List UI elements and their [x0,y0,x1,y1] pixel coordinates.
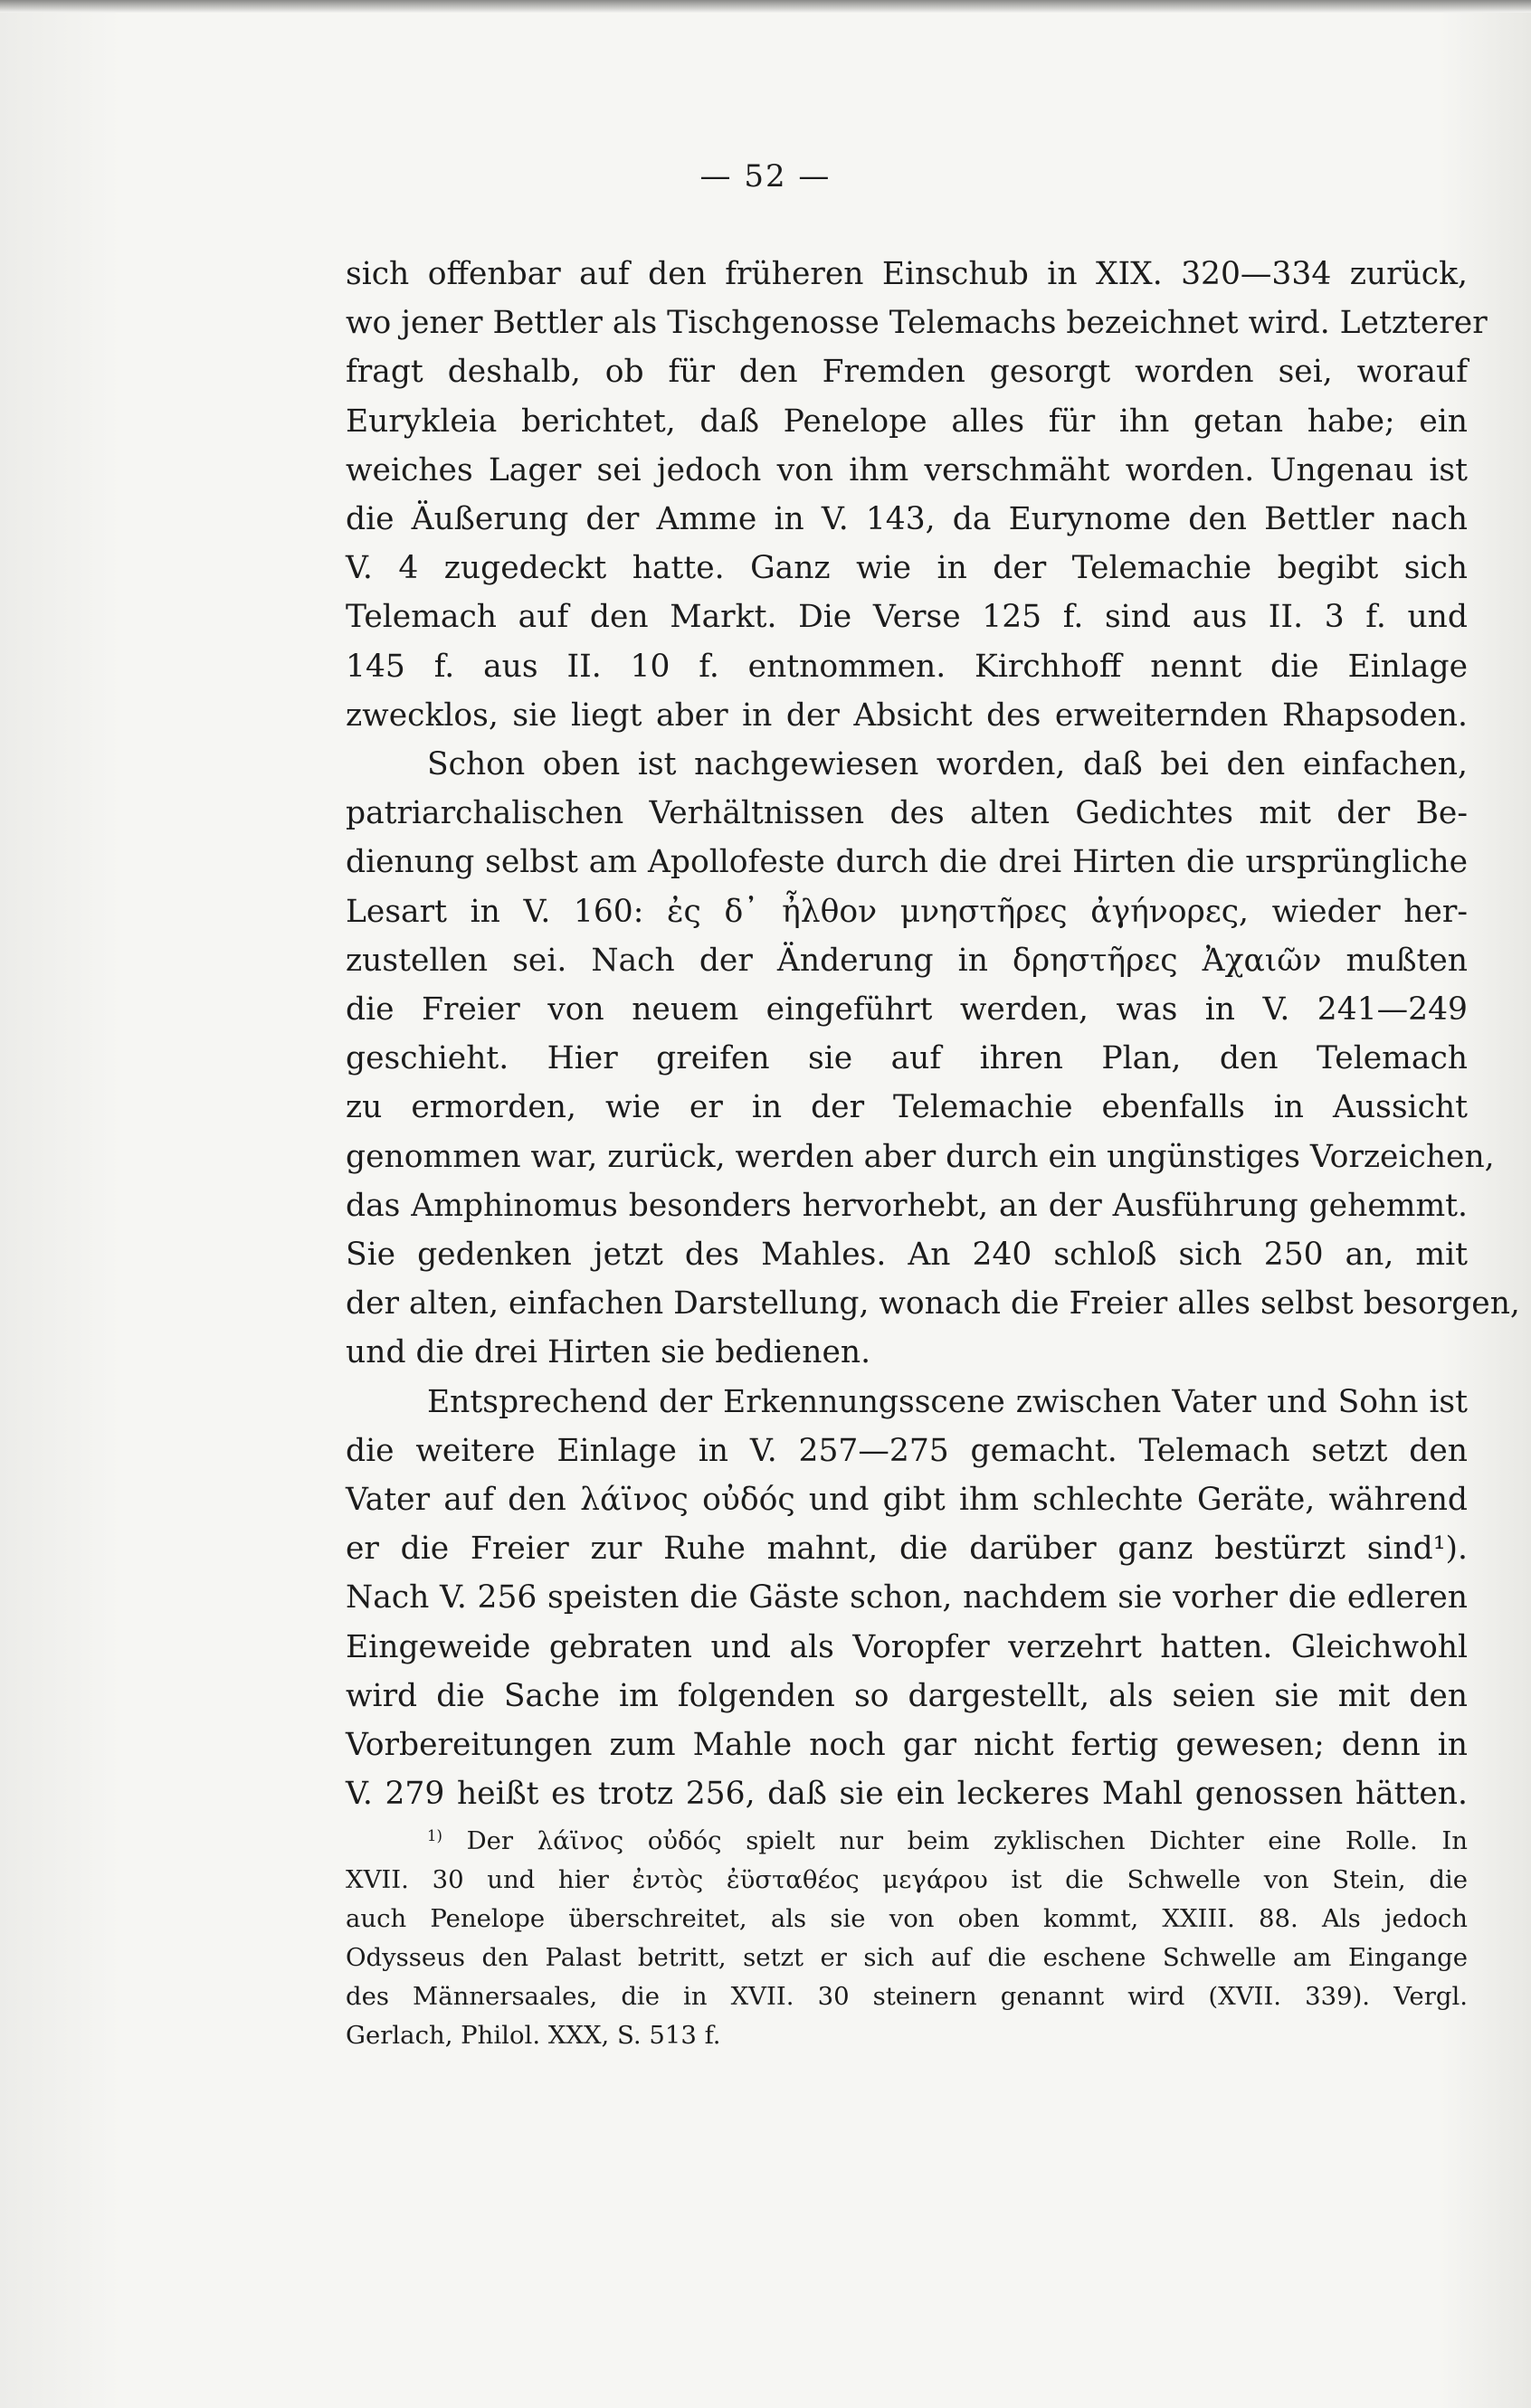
text-line: Telemach auf den Markt. Die Verse 125 f. sind aus II. 3 f. und [346,599,1468,636]
text-line: wo jener Bettler als Tischgenosse Telemachs bezeichnet wird. Letzterer [346,305,1488,342]
text-line: fragt deshalb, ob für den Fremden gesorgt worden sei, worauf [346,354,1468,391]
text-line: patriarchalischen Verhältnissen des alten Gedichtes mit der Be- [346,795,1468,832]
text-line: Vater auf den λάϊνος οὐδός und gibt ihm schlechte Geräte, während [346,1482,1468,1519]
footnote-line: auch Penelope überschreitet, als sie von oben kommt, XXIII. 88. Als jedoch [346,1904,1468,1934]
text-line: zustellen sei. Nach der Änderung in δρηστῆρες Ἀχαιῶν mußten [346,942,1468,979]
footnote-line: des Männersaales, die in XVII. 30 steinern genannt wird (XVII. 339). Vergl. [346,1982,1468,2012]
text-line: Sie gedenken jetzt des Mahles. An 240 schloß sich 250 an, mit [346,1237,1468,1274]
text-line: sich offenbar auf den früheren Einschub in XIX. 320—334 zurück, [346,256,1468,292]
text-line: zwecklos, sie liegt aber in der Absicht des erweiternden Rhapsoden. [346,697,1468,734]
text-line: die Äußerung der Amme in V. 143, da Eurynome den Bettler nach [346,501,1468,538]
page-number: — 52 — [699,158,832,194]
footnote-line: XVII. 30 und hier ἐντὸς ἐϋσταθέος μεγάρου ist die Schwelle von Stein, die [346,1865,1468,1895]
scan-edge [0,0,1531,13]
text-line: Nach V. 256 speisten die Gäste schon, nachdem sie vorher die edleren [346,1579,1468,1616]
text-line: wird die Sache im folgenden so dargestellt, als seien sie mit den [346,1677,1468,1714]
text-line: Lesart in V. 160: ἐς δ᾽ ἦλθον μνηστῆρες ἀγήνορες, wieder her- [346,893,1468,930]
text-line: zu ermorden, wie er in der Telemachie ebenfalls in Aussicht [346,1089,1468,1126]
text-line: der alten, einfachen Darstellung, wonach die Freier alles selbst besorgen, [346,1285,1520,1323]
footnote-text: Der λάϊνος οὐδός spielt nur beim zyklischen Dichter eine Rolle. In [466,1826,1468,1856]
text-line: Eingeweide gebraten und als Voropfer verzehrt hatten. Gleichwohl [346,1628,1468,1665]
text-line: die Freier von neuem eingeführt werden, was in V. 241—249 [346,991,1468,1029]
text-line: er die Freier zur Ruhe mahnt, die darüber ganz bestürzt sind¹). [346,1531,1468,1568]
text-line: Schon oben ist nachgewiesen worden, daß bei den einfachen, [427,746,1468,783]
footnote-line: Odysseus den Palast betritt, setzt er sich auf die eschene Schwelle am Eingange [346,1943,1468,1973]
footnote-marker: 1) [427,1827,442,1844]
text-line: V. 279 heißt es trotz 256, daß sie ein leckeres Mahl genossen hätten. [346,1776,1468,1813]
footnote-line: Gerlach, Philol. XXX, S. 513 f. [346,2021,721,2051]
main-text [346,250,1520,1819]
footnotes [346,1816,1468,2055]
text-line: genommen war, zurück, werden aber durch ein ungünstiges Vorzeichen, [346,1138,1495,1175]
text-line: und die drei Hirten sie bedienen. [346,1334,871,1371]
text-line: Eurykleia berichtet, daß Penelope alles für ihn getan habe; ein [346,403,1468,440]
text-line: Entsprechend der Erkennungsscene zwischen Vater und Sohn ist [427,1383,1468,1420]
text-line: das Amphinomus besonders hervorhebt, an der Ausführung gehemmt. [346,1187,1468,1224]
text-line: Vorbereitungen zum Mahle noch gar nicht fertig gewesen; denn in [346,1727,1468,1764]
text-line: die weitere Einlage in V. 257—275 gemacht. Telemach setzt den [346,1432,1468,1469]
text-line: dienung selbst am Apollofeste durch die drei Hirten die ursprüngliche [346,844,1468,881]
text-line: V. 4 zugedeckt hatte. Ganz wie in der Telemachie begibt sich [346,550,1468,587]
text-line: geschieht. Hier greifen sie auf ihren Plan, den Telemach [346,1040,1468,1077]
footnote-line [346,1816,1468,1861]
text-line: weiches Lager sei jedoch von ihm verschmäht worden. Ungenau ist [346,451,1468,488]
text-line: 145 f. aus II. 10 f. entnommen. Kirchhoff nennt die Einlage [346,648,1468,685]
